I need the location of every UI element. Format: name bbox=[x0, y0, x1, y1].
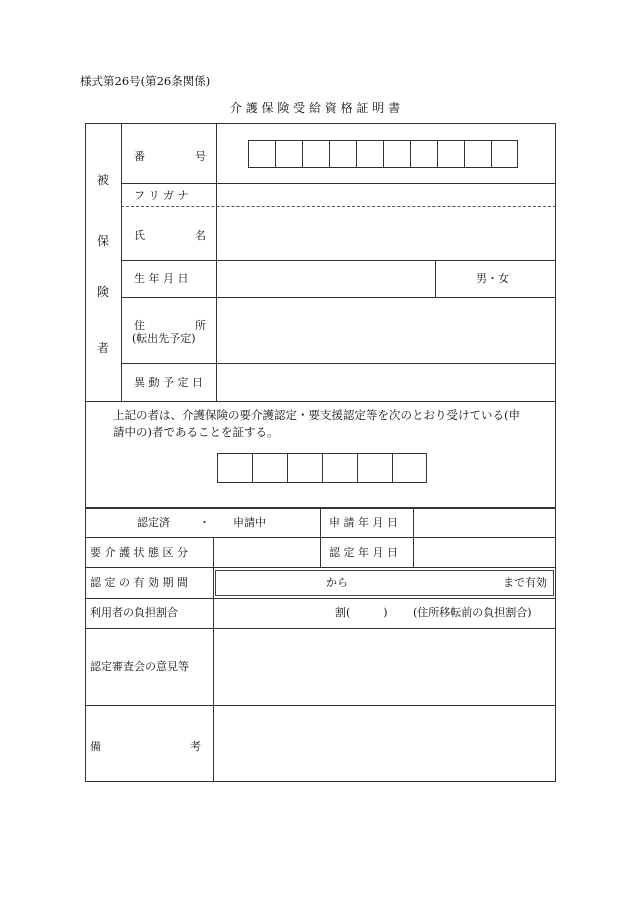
certification-date-field[interactable] bbox=[414, 538, 555, 566]
burden-value[interactable]: 割( ) bbox=[335, 606, 388, 619]
committee-opinion-field[interactable] bbox=[214, 629, 555, 704]
statement-line-2: 請中の)者であることを証する。 bbox=[113, 425, 279, 439]
remarks-label: 備 考 bbox=[90, 740, 201, 753]
number-label: 番 号 bbox=[134, 150, 206, 163]
validity-label: 認 定 の 有 効 期 間 bbox=[90, 576, 188, 589]
insurer-code-digit-box[interactable] bbox=[217, 453, 252, 483]
insured-number-digit-box[interactable] bbox=[329, 140, 356, 168]
furigana-field[interactable] bbox=[217, 184, 555, 205]
care-level-field[interactable] bbox=[214, 538, 319, 566]
move-date-label: 異 動 予 定 日 bbox=[134, 376, 203, 389]
side-label-ho: 保 bbox=[97, 234, 110, 248]
insured-number-digit-box[interactable] bbox=[302, 140, 329, 168]
status-separator: ・ bbox=[199, 516, 210, 529]
insured-number-digit-box[interactable] bbox=[383, 140, 410, 168]
address-sublabel: (転出先予定) bbox=[132, 332, 196, 345]
insurer-code-digit-box[interactable] bbox=[357, 453, 392, 483]
form-number: 様式第26号(第26条関係) bbox=[80, 74, 211, 88]
move-date-field[interactable] bbox=[217, 364, 555, 400]
insurer-code-boxes[interactable] bbox=[217, 453, 427, 483]
statement-line-1: 上記の者は、介護保険の要介護認定・要支援認定等を次のとおり受けている(申 bbox=[113, 408, 520, 422]
validity-from: から bbox=[326, 576, 348, 589]
address-label: 住 所 bbox=[134, 319, 206, 332]
insurer-code-digit-box[interactable] bbox=[252, 453, 287, 483]
insurer-code-digit-box[interactable] bbox=[287, 453, 322, 483]
address-field[interactable] bbox=[217, 298, 555, 362]
birth-date-label: 生 年 月 日 bbox=[134, 272, 189, 285]
name-field[interactable] bbox=[217, 207, 555, 259]
insured-number-boxes[interactable] bbox=[248, 140, 518, 168]
insured-number-digit-box[interactable] bbox=[464, 140, 491, 168]
side-label-sha: 者 bbox=[97, 341, 110, 355]
status-applying[interactable]: 申請中 bbox=[233, 516, 266, 529]
care-level-label: 要 介 護 状 態 区 分 bbox=[90, 546, 188, 559]
validity-to: まで有効 bbox=[503, 576, 547, 589]
insured-number-digit-box[interactable] bbox=[437, 140, 464, 168]
side-label-hi: 被 bbox=[97, 173, 110, 187]
insured-number-digit-box[interactable] bbox=[356, 140, 383, 168]
burden-note: (住所移転前の負担割合) bbox=[413, 606, 532, 619]
birth-date-field[interactable] bbox=[217, 261, 434, 296]
insurer-code-digit-box[interactable] bbox=[392, 453, 427, 483]
page-title: 介 護 保 険 受 給 資 格 証 明 書 bbox=[229, 101, 401, 115]
furigana-label: フ リ ガ ナ bbox=[134, 189, 189, 202]
committee-opinion-label: 認定審査会の意見等 bbox=[90, 660, 189, 673]
application-date-field[interactable] bbox=[414, 509, 555, 536]
name-label: 氏 名 bbox=[134, 229, 206, 242]
burden-label: 利用者の負担割合 bbox=[90, 606, 178, 619]
insured-number-digit-box[interactable] bbox=[491, 140, 518, 168]
status-certified[interactable]: 認定済 bbox=[137, 516, 170, 529]
insured-number-digit-box[interactable] bbox=[275, 140, 302, 168]
gender-options[interactable]: 男・女 bbox=[476, 272, 509, 285]
insurer-code-digit-box[interactable] bbox=[322, 453, 357, 483]
certification-date-label: 認 定 年 月 日 bbox=[329, 546, 398, 559]
insured-number-digit-box[interactable] bbox=[248, 140, 275, 168]
remarks-field[interactable] bbox=[214, 706, 555, 781]
application-date-label: 申 請 年 月 日 bbox=[329, 516, 398, 529]
side-label-ken: 険 bbox=[97, 285, 110, 299]
insured-number-digit-box[interactable] bbox=[410, 140, 437, 168]
